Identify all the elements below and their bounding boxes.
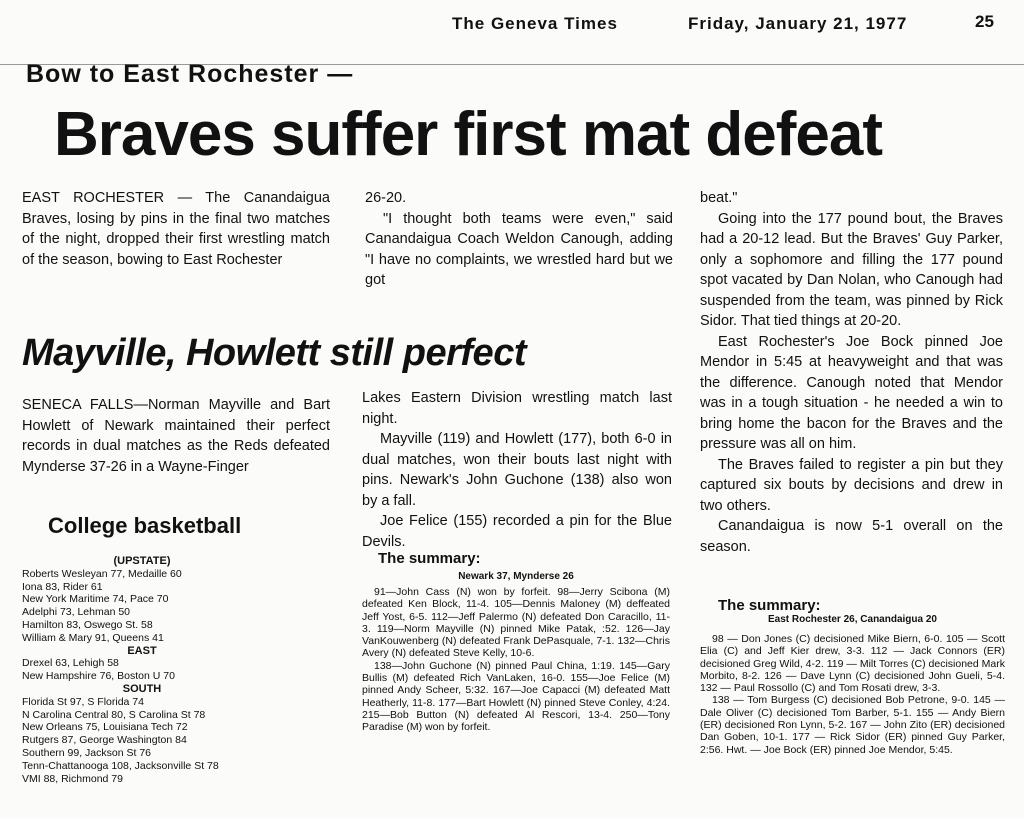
story1-paragraph: beat." (700, 190, 738, 206)
story2-summary-text: 91—John Cass (N) won by forfeit. 98—Jerry Scibona (M) defeated Ken Block, 11-4. 105—Dennis Maloney (M) deffeated Jeff Yost, 6-5. 112—Jeff Palermo (N) defeated Don Caracillo, 11-3. 119—Norm Mayville (N) pinned Mike Patak, :52. 126—Jay VanKouwenberg (N) defeated Frank DePasquale, 7-1. 132—Chris Avery (N) defeated Steve Kelly, 10-6. (362, 586, 670, 660)
story2-paragraph: Lakes Eastern Division wrestling match last night. (362, 390, 672, 427)
score-line: New York Maritime 74, Pace 70 (22, 593, 169, 606)
story1-summary-title: East Rochester 26, Canandaigua 20 (768, 614, 937, 625)
south-scores (22, 696, 352, 786)
story1-paragraph: East Rochester's Joe Bock pinned Joe Mendor in 5:45 at heavyweight and that was the difference. Canough noted that Mendor was in a tough situation - he needed a win to bring home the bacon for the Braves and the pressure was all on him. (700, 333, 1003, 452)
newspaper-name: The Geneva Times (452, 14, 618, 33)
story2-summary-text: 138—John Guchone (N) pinned Paul China, 1:19. 145—Gary Bullis (M) defeated Rich VanLaken, 16-0. 155—Joe Felice (M) pinned Andy Scheer, 5:32. 167—Joe Capacci (M) defeated Matt Heatherly, 11-8. 177—Bart Howlett (N) pinned Steve Conley, 4:24. 215—Bob Button (N) defeated Al Rescori, 13-4. 250—Tony Paradise (M) won by forfeit. (362, 659, 670, 734)
story2-summary-label: The summary: (378, 550, 481, 567)
story1-column-3 (700, 188, 1003, 557)
east-scores (22, 657, 352, 683)
south-label: SOUTH (122, 682, 162, 695)
story1-paragraph: Going into the 177 pound bout, the Braves had a 20-12 lead. But the Braves' Guy Parker, only a sophomore and filling the 177 pound spot vacated by Dan Nolan, who Canough had suspended from the team, was pinned by Rick Sidor. That tied things at 20-20. (700, 210, 1003, 329)
east-label: EAST (127, 644, 157, 657)
story2-headline: Mayville, Howlett still perfect (22, 332, 526, 374)
story1-column-1 (22, 188, 330, 270)
score-line: Roberts Wesleyan 77, Medaille 60 (22, 567, 182, 580)
story1-kicker: Bow to East Rochester — (26, 60, 354, 88)
score-line: William & Mary 91, Queens 41 (22, 631, 164, 644)
story2-column-2 (362, 388, 672, 552)
score-line: New Orleans 75, Louisiana Tech 72 (22, 721, 188, 734)
story2-lead: SENECA FALLS—Norman Mayville and Bart Howlett of Newark maintained their perfect records in dual matches as the Reds defeated Mynderse 37-26 in a Wayne-Finger (22, 397, 330, 475)
story1-column-2 (365, 188, 673, 291)
story1-lead: EAST ROCHESTER — The Canandaigua Braves, losing by pins in the final two matches of the night, dropped their first wrestling match of the season, bowing to East Rochester (22, 190, 330, 268)
issue-date: Friday, January 21, 1977 (688, 14, 908, 33)
upstate-label: (UPSTATE) (113, 555, 171, 567)
score-line: Rutgers 87, George Washington 84 (22, 734, 187, 747)
story2-paragraph: Mayville (119) and Howlett (177), both 6-0 in dual matches, won their bouts last night with pins. Newark's John Guchone (138) also won by a fall. (362, 431, 672, 509)
score-line: Drexel 63, Lehigh 58 (22, 657, 119, 670)
story1-summary-label: The summary: (718, 597, 821, 614)
story1-summary-text: 98 — Don Jones (C) decisioned Mike Biern, 6-0. 105 — Scott Elia (C) and Jeff Kier drew, 3-3. 112 — Jack Connors (ER) decisioned Greg Wild, 4-2. 119 — Milt Torres (C) decisioned Mark Morbito, 8-2. 126 — Dave Lynn (C) decisioned John Gueli, 5-4. 132 — Paul Rossollo (C) and Tom Rosati drew, 3-3. (700, 633, 1005, 695)
score-line: VMI 88, Richmond 79 (22, 772, 123, 785)
story1-paragraph: Canandaigua is now 5-1 overall on the season. (700, 518, 1003, 555)
score-line: N Carolina Central 80, S Carolina St 78 (22, 708, 206, 721)
story2-paragraph: Joe Felice (155) recorded a pin for the Blue Devils. (362, 513, 672, 550)
score-line: Hamilton 83, Oswego St. 58 (22, 618, 153, 631)
score-line: Tenn-Chattanooga 108, Jacksonville St 78 (22, 759, 219, 772)
story1-summary-text: 138 — Tom Burgess (C) decisioned Bob Petrone, 9-0. 145 — Dale Oliver (C) decisioned Tom Barber, 5-1. 155 — Andy Biern (ER) decisioned Ron Lynn, 5-2. 167 — John Zito (ER) decisioned Dan Goben, 10-1. 177 — Rick Sidor (ER) pinned Guy Parker, 2:56. Hwt. — Joe Bock (ER) pinned Joe Mendor, 5:45. (700, 694, 1005, 756)
score-line: Florida St 97, S Florida 74 (22, 695, 144, 708)
score-line: Southern 99, Jackson St 76 (22, 746, 151, 759)
story2-summary (362, 586, 670, 734)
story1-summary (700, 633, 1005, 756)
story2-column-1 (22, 395, 330, 477)
story1-paragraph: 26-20. (365, 190, 407, 206)
story1-headline: Braves suffer first mat defeat (54, 100, 882, 169)
story1-paragraph: The Braves failed to register a pin but they captured six bouts by decisions and drew in two others. (700, 456, 1003, 514)
basketball-scores (22, 555, 352, 785)
score-line: Adelphi 73, Lehman 50 (22, 606, 130, 619)
story2-summary-title: Newark 37, Mynderse 26 (458, 571, 574, 582)
page-number: 25 (975, 12, 994, 31)
score-line: New Hampshire 76, Boston U 70 (22, 670, 175, 683)
story1-paragraph: "I thought both teams were even," said Canandaigua Coach Weldon Canough, adding "I have no complaints, we wrestled hard but we got (365, 210, 673, 288)
basketball-section-title: College basketball (48, 513, 242, 538)
score-line: Iona 83, Rider 61 (22, 580, 103, 593)
upstate-scores (22, 568, 352, 645)
